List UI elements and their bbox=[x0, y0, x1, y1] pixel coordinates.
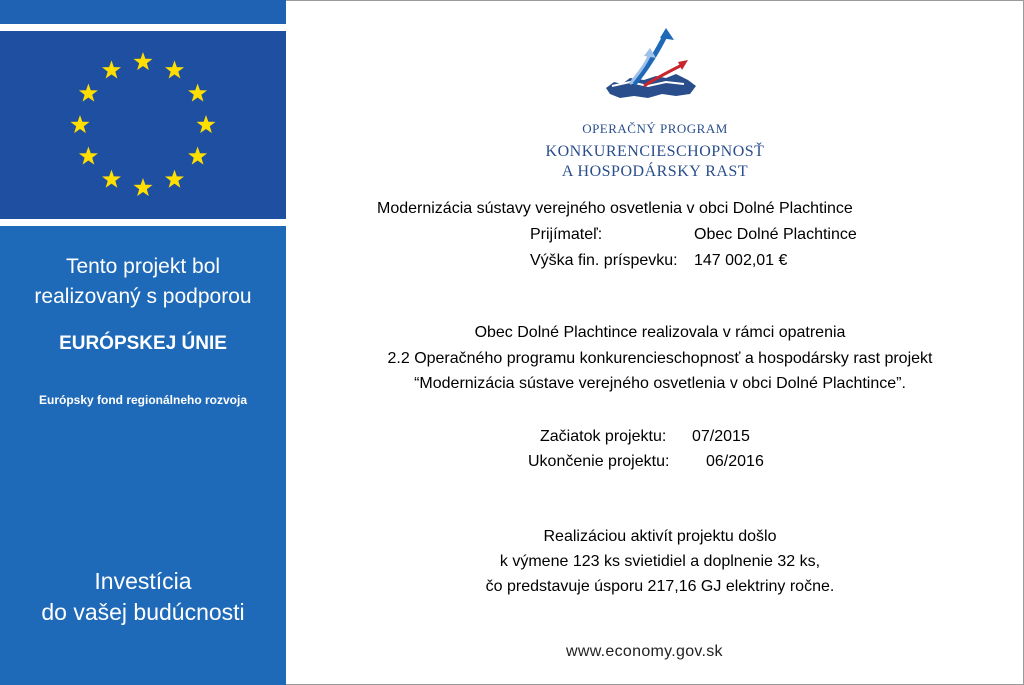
description-line-2: 2.2 Operačného programu konkurencieschopnosť a hospodársky rast projekt bbox=[387, 350, 933, 367]
support-line-2: realizovaný s podporou bbox=[34, 285, 252, 308]
program-name-line-2: A HOSPODÁRSKY RAST bbox=[561, 163, 749, 180]
eu-union-label: EURÓPSKEJ ÚNIE bbox=[59, 333, 227, 354]
investment-line-1: Investícia bbox=[94, 568, 192, 594]
operational-program-logo-icon bbox=[600, 24, 710, 106]
website-link[interactable]: www.economy.gov.sk bbox=[566, 643, 723, 660]
program-name-line-1: KONKURENCIESCHOPNOSŤ bbox=[545, 143, 765, 160]
result-line-1: Realizáciou aktivít projektu došlo bbox=[543, 528, 777, 545]
amount-label: Výška fin. príspevku: bbox=[530, 252, 678, 269]
amount-value: 147 002,01 € bbox=[694, 252, 788, 269]
eu-panel bbox=[0, 0, 286, 685]
end-label: Ukončenie projektu: bbox=[528, 453, 670, 470]
project-title: Modernizácia sústavy verejného osvetlenia v obci Dolné Plachtince bbox=[377, 200, 853, 217]
investment-slogan bbox=[0, 566, 286, 628]
top-blue-strip bbox=[0, 0, 286, 24]
description-line-1: Obec Dolné Plachtince realizovala v rámci opatrenia bbox=[474, 324, 846, 341]
investment-line-2: do vašej budúcnosti bbox=[41, 599, 245, 625]
eu-stars-icon bbox=[0, 31, 286, 219]
eu-fund-label: Európsky fond regionálneho rozvoja bbox=[38, 393, 248, 407]
recipient-value: Obec Dolné Plachtince bbox=[694, 226, 857, 243]
result-line-3: čo predstavuje úsporu 217,16 GJ elektriny ročne. bbox=[485, 578, 835, 595]
support-text bbox=[0, 252, 286, 312]
description-line-3: “Modernizácia sústave verejného osvetlenia v obci Dolné Plachtince”. bbox=[414, 375, 906, 392]
result-line-2: k výmene 123 ks svietidiel a doplnenie 32 ks, bbox=[499, 553, 821, 570]
program-name bbox=[500, 142, 810, 182]
recipient-label: Prijímateľ: bbox=[530, 226, 603, 243]
end-value: 06/2016 bbox=[706, 453, 764, 470]
support-line-1: Tento projekt bol bbox=[65, 255, 221, 278]
program-label: OPERAČNÝ PROGRAM bbox=[582, 121, 728, 136]
start-label: Začiatok projektu: bbox=[540, 428, 667, 445]
start-value: 07/2015 bbox=[692, 428, 750, 445]
